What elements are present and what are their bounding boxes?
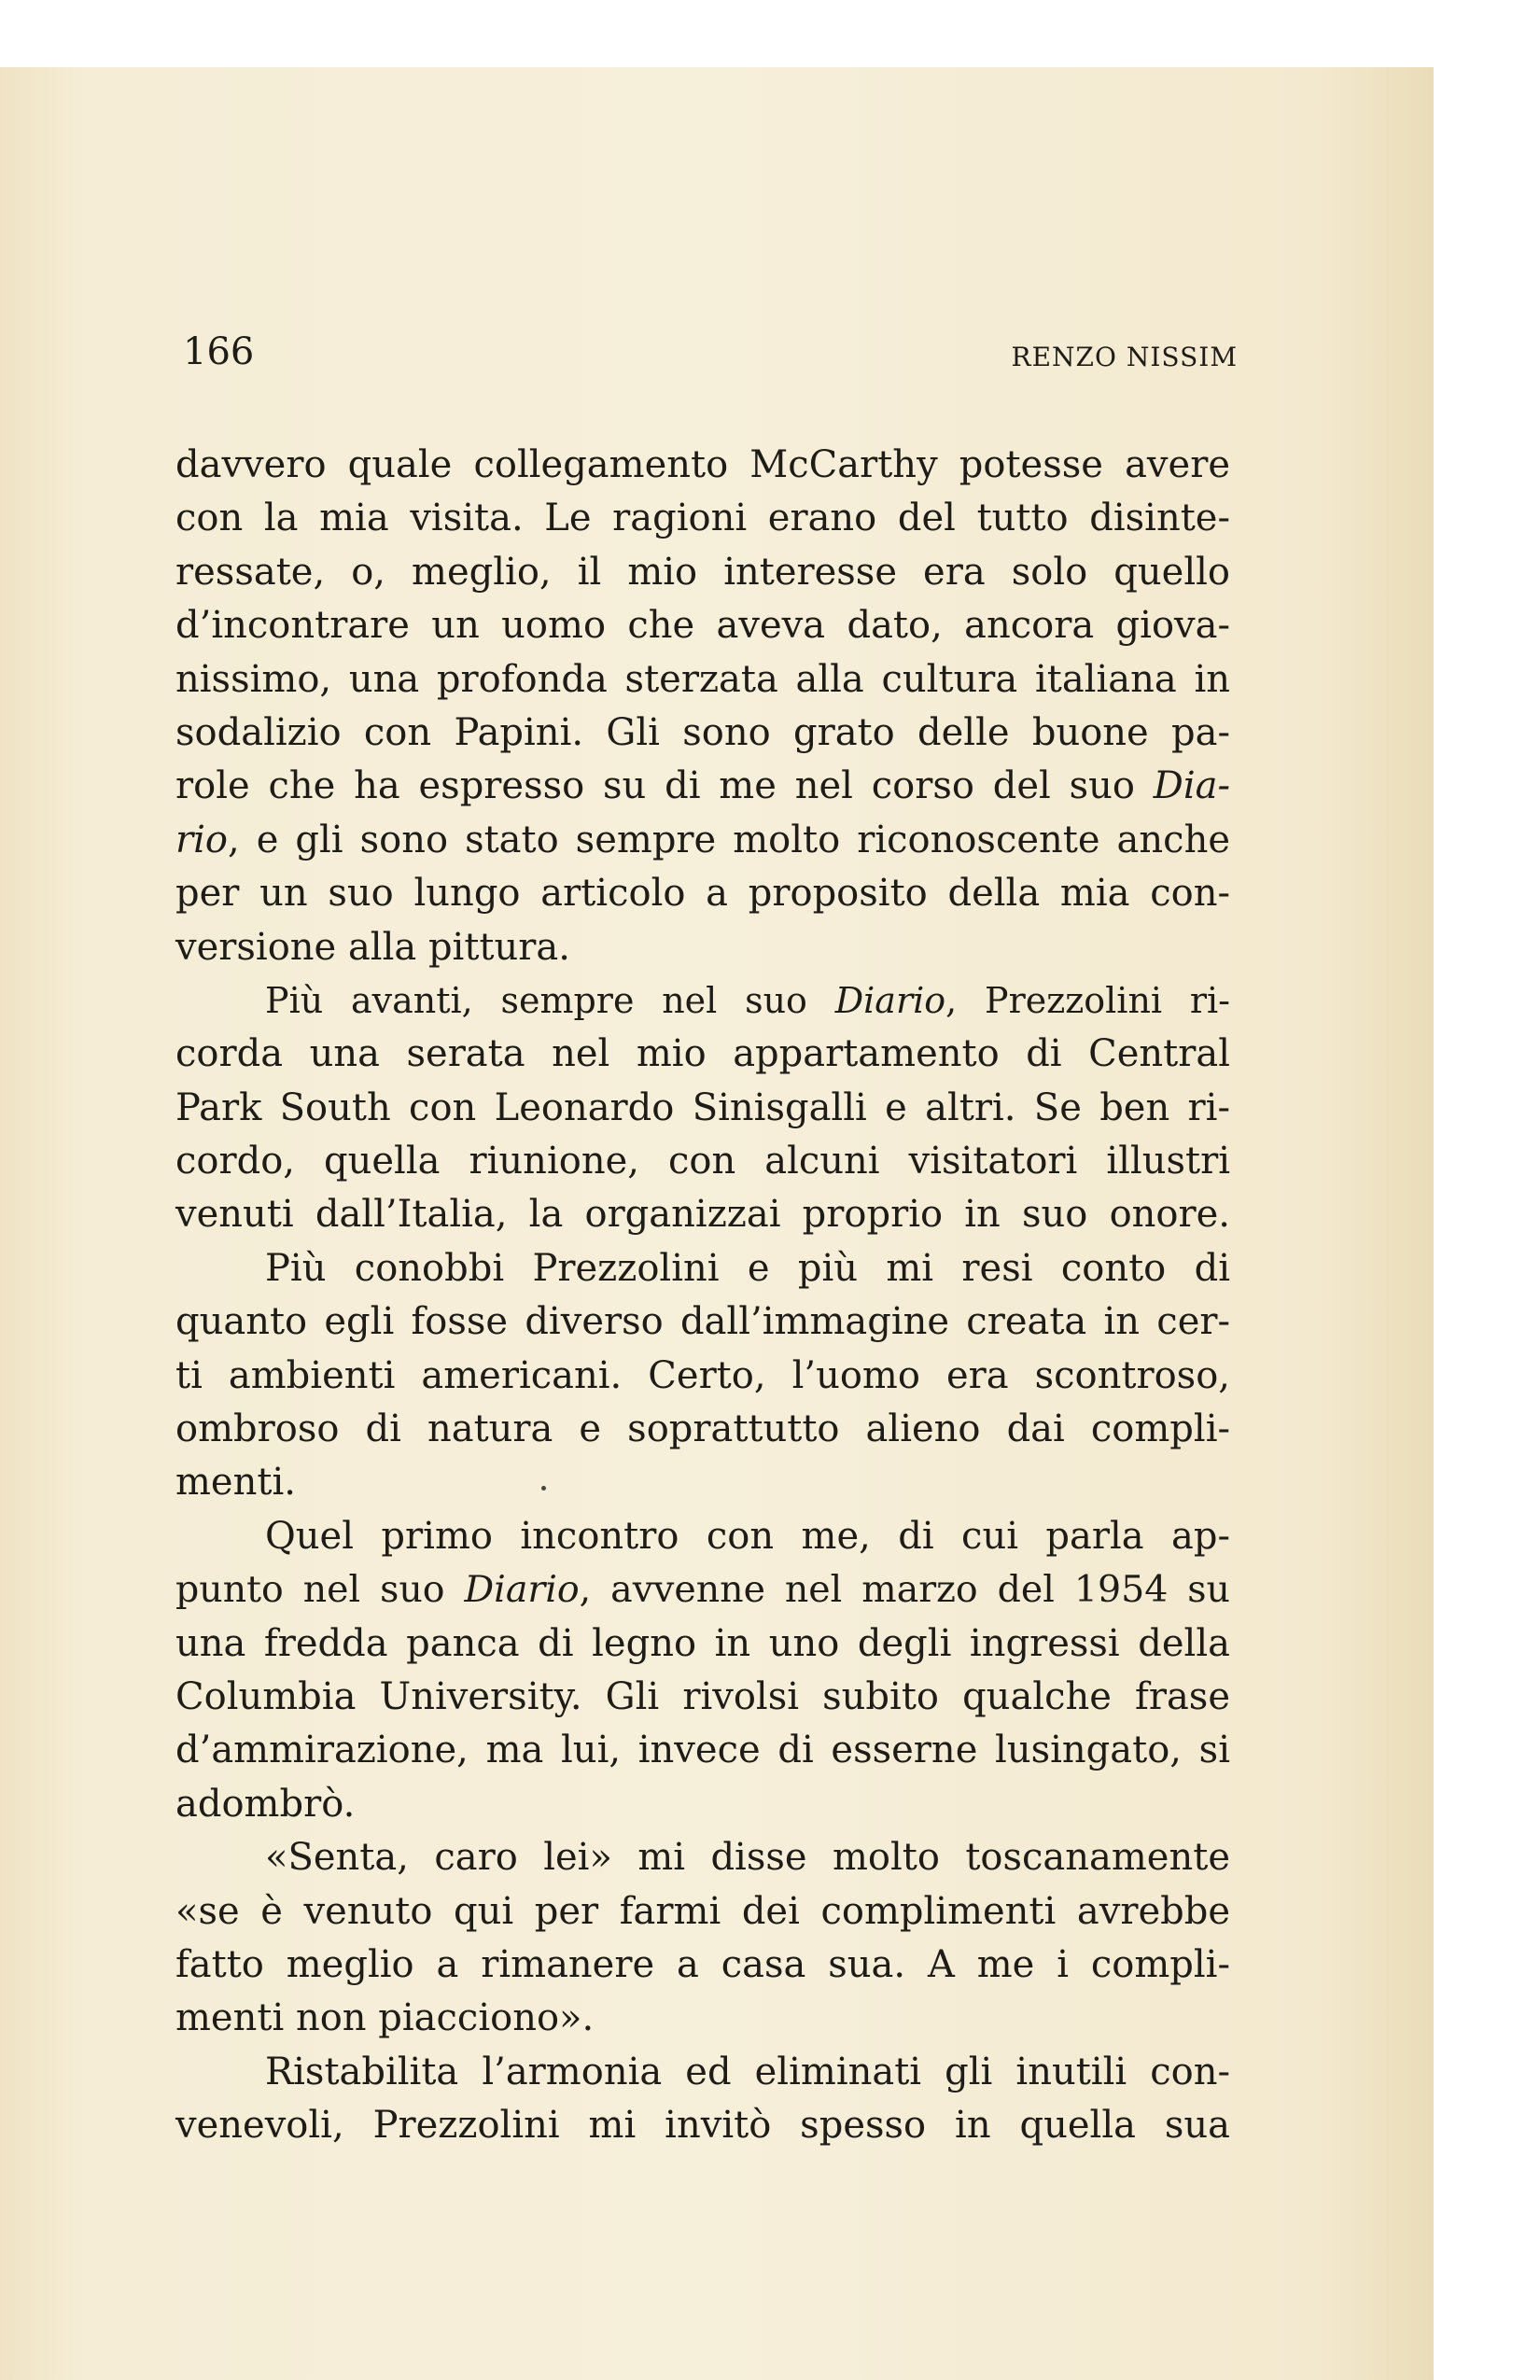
text-line <box>175 1028 1230 1081</box>
text-run: , e gli sono stato sempre molto riconoscente anche <box>228 818 1230 861</box>
text-run: davvero quale collegamento McCarthy potesse avere <box>175 443 1230 486</box>
text-run: adombrò. <box>175 1782 356 1826</box>
text-run: Columbia University. Gli rivolsi subito qualche frase <box>175 1674 1230 1718</box>
text-line <box>175 1617 1230 1671</box>
text-run: nissimo, una profonda sterzata alla cultura italiana in <box>175 657 1230 701</box>
text-line <box>175 1082 1230 1135</box>
text-run: menti. <box>175 1461 296 1505</box>
ink-speck <box>541 1486 546 1491</box>
text-line <box>175 760 1230 813</box>
text-run: «Senta, caro lei» mi disse molto toscanamente <box>265 1836 1230 1880</box>
body-text <box>175 439 1230 2153</box>
text-line <box>175 1563 1230 1617</box>
text-line <box>175 1831 1230 1884</box>
text-run: Più avanti, sempre nel suo <box>265 979 835 1021</box>
text-run: «se è venuto qui per farmi dei complimenti avrebbe <box>175 1889 1230 1933</box>
text-line <box>175 1242 1230 1295</box>
text-line <box>175 599 1230 652</box>
text-run: per un suo lungo articolo a proposito della mia con- <box>175 872 1230 916</box>
text-run: d’ammirazione, ma lui, invece di esserne lusingato, si <box>175 1729 1230 1772</box>
text-line <box>175 1135 1230 1188</box>
text-run: ressate, o, meglio, il mio interesse era solo quello <box>175 550 1230 594</box>
text-line <box>175 1939 1230 1992</box>
text-run: Park South con Leonardo Sinisgalli e altri. Se ben ri- <box>175 1085 1230 1129</box>
text-run: fatto meglio a rimanere a casa sua. A me i compli- <box>175 1942 1230 1986</box>
text-line <box>175 2099 1230 2152</box>
text-run: ombroso di natura e soprattutto alieno dai compli- <box>175 1407 1230 1451</box>
italic-title: Dia- <box>1153 764 1230 808</box>
italic-title: Diario <box>834 979 946 1021</box>
text-line <box>175 492 1230 545</box>
text-run: d’incontrare un uomo che aveva dato, ancora giova- <box>175 604 1230 648</box>
text-line <box>175 1456 1230 1509</box>
text-line <box>175 546 1230 599</box>
text-run: Quel primo incontro con me, di cui parla ap- <box>265 1514 1230 1558</box>
text-line <box>175 1724 1230 1777</box>
text-line <box>175 867 1230 920</box>
text-line <box>175 814 1230 867</box>
text-line <box>175 1188 1230 1241</box>
text-line <box>175 1403 1230 1456</box>
text-line <box>175 1350 1230 1403</box>
text-run: venevoli, Prezzolini mi invitò spesso in quella sua <box>175 2104 1230 2148</box>
text-line <box>175 1671 1230 1724</box>
text-line <box>175 1778 1230 1831</box>
text-line <box>175 1510 1230 1563</box>
running-head: RENZO NISSIM <box>1011 342 1238 372</box>
text-run: una fredda panca di legno in uno degli ingressi della <box>175 1621 1230 1665</box>
italic-title: Diario <box>464 1568 580 1612</box>
text-run: , Prezzolini ri- <box>945 979 1230 1021</box>
text-line <box>175 1885 1230 1939</box>
text-line <box>175 707 1230 760</box>
italic-title: rio <box>175 818 228 861</box>
page-number: 166 <box>183 330 255 373</box>
text-run: cordo, quella riunione, con alcuni visitatori illustri <box>175 1140 1230 1183</box>
text-run: Più conobbi Prezzolini e più mi resi conto di <box>265 1246 1230 1290</box>
text-run: punto nel suo <box>175 1568 465 1612</box>
book-page <box>0 67 1434 2380</box>
text-line <box>175 921 1230 974</box>
text-run: versione alla pittura. <box>175 925 570 969</box>
text-line <box>175 2046 1230 2099</box>
text-run: ti ambienti americani. Certo, l’uomo era scontroso, <box>175 1353 1230 1397</box>
text-run: , avvenne nel marzo del 1954 su <box>579 1568 1230 1612</box>
text-run: menti non piacciono». <box>175 1996 595 2040</box>
text-run: corda una serata nel mio appartamento di Central <box>175 1032 1230 1076</box>
text-run: role che ha espresso su di me nel corso del suo <box>175 764 1154 808</box>
text-run: quanto egli fosse diverso dall’immagine creata in cer- <box>175 1300 1230 1344</box>
text-run: venuti dall’Italia, la organizzai proprio in suo onore. <box>175 1193 1230 1237</box>
text-line <box>175 1295 1230 1349</box>
text-line <box>175 653 1230 707</box>
text-run: con la mia visita. Le ragioni erano del tutto disinte- <box>175 497 1230 540</box>
text-run: Ristabilita l’armonia ed eliminati gli inutili con- <box>265 2050 1230 2093</box>
text-line <box>175 1992 1230 2045</box>
text-run: sodalizio con Papini. Gli sono grato delle buone pa- <box>175 710 1230 754</box>
text-line <box>175 974 1230 1028</box>
text-line <box>175 439 1230 492</box>
page-header <box>183 330 1238 386</box>
